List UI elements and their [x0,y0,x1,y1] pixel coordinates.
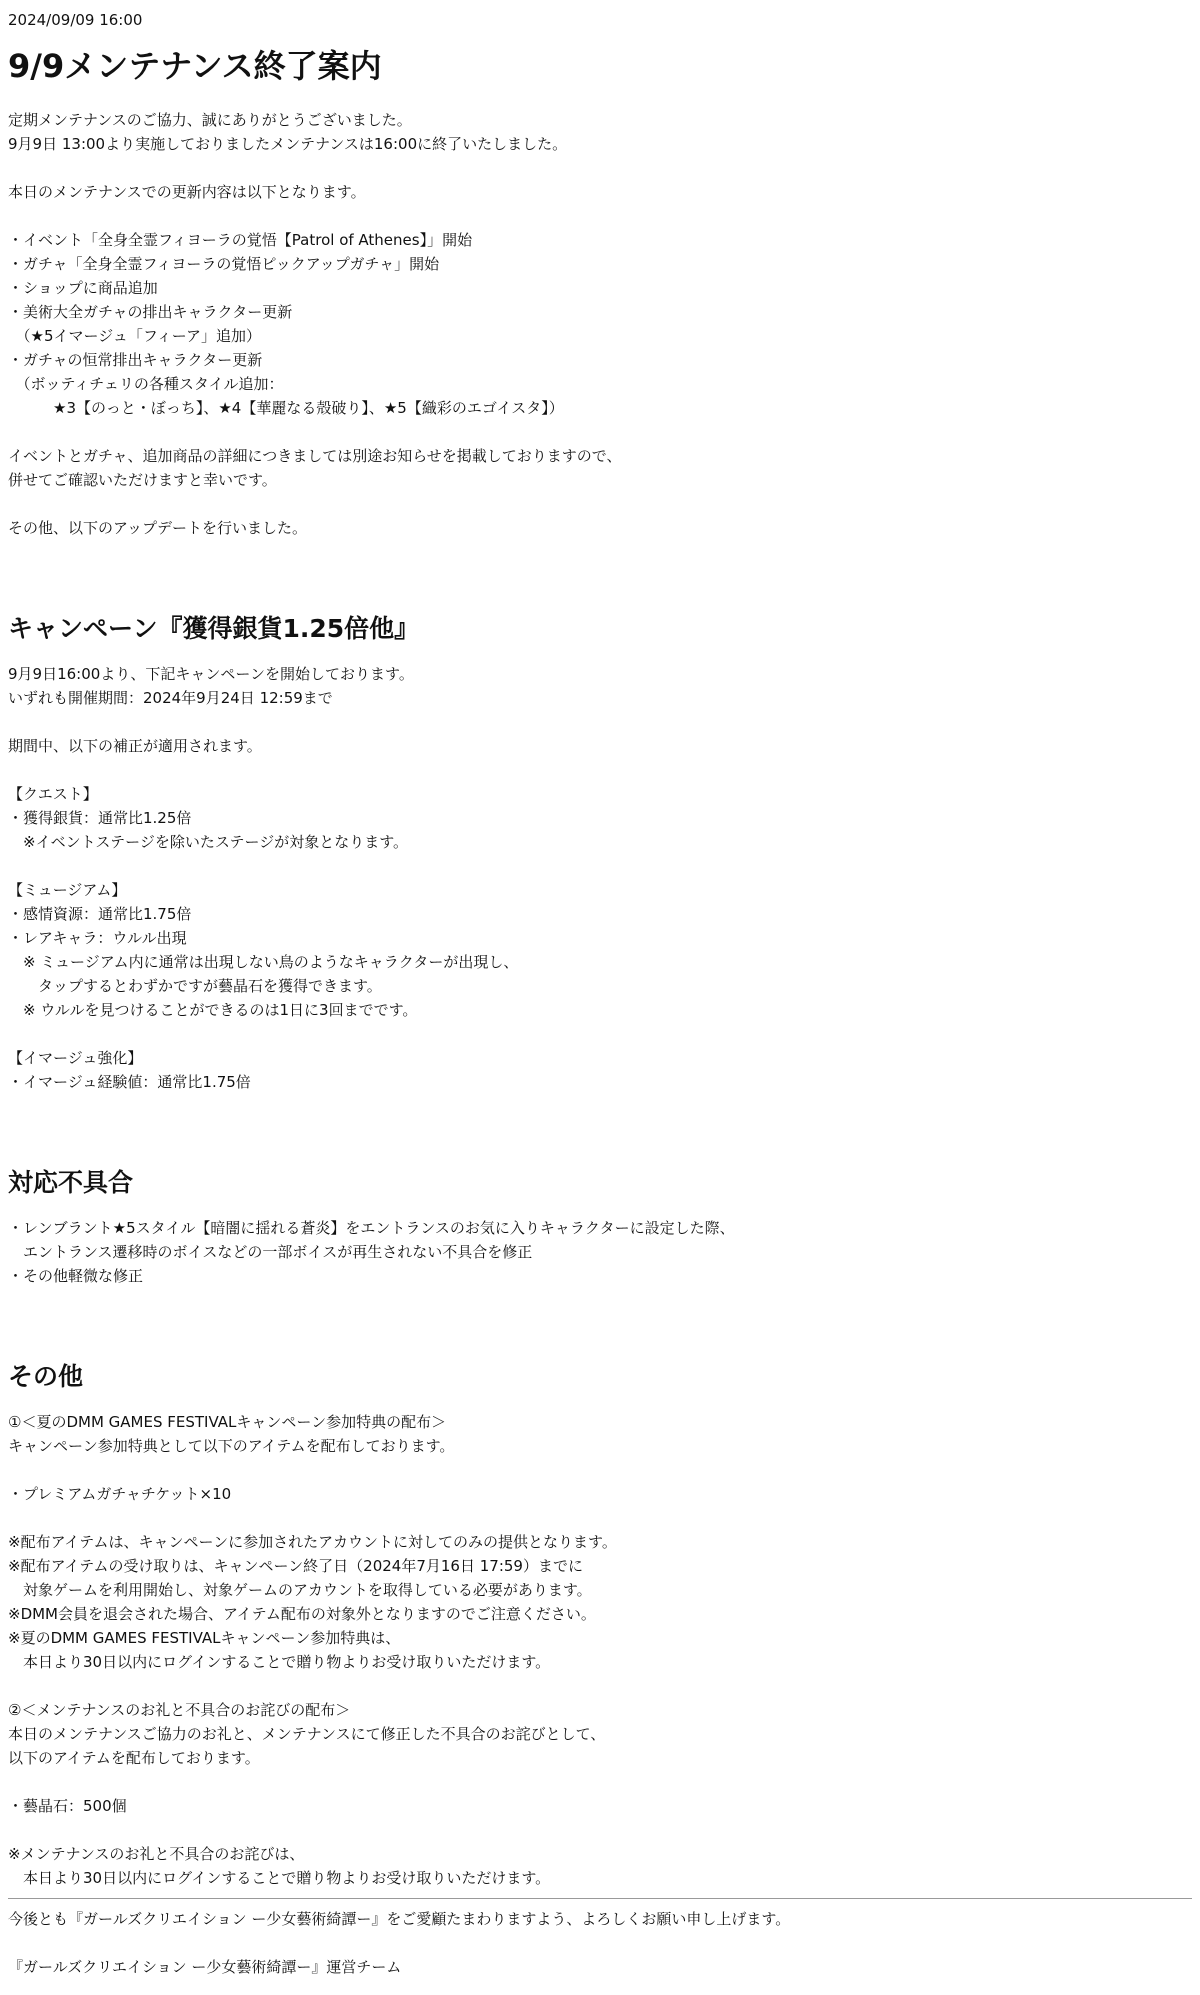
text-line: 以下のアイテムを配布しております。 [8,1749,260,1767]
blank-line [8,420,1192,444]
text-line: ・感情資源：通常比1.75倍 [8,905,192,923]
text-line: 定期メンテナンスのご協力、誠にありがとうございました。 [8,111,412,129]
blank-line [8,854,1192,878]
text-line: イベントとガチャ、追加商品の詳細につきましては別途お知らせを掲載しておりますので、 [8,447,622,465]
text-line: 対象ゲームを利用開始し、対象ゲームのアカウントを取得している必要があります。 [8,1581,592,1599]
text-line: ※イベントステージを除いたステージが対象となります。 [8,833,409,851]
text-line: ※ ウルルを見つけることができるのは1日に3回までです。 [8,1001,418,1019]
text-line: ・レンブラント★5スタイル【暗闇に揺れる蒼炎】をエントランスのお気に入りキャラクターに設定した際、 [8,1219,735,1237]
bugfix-heading: 対応不具合 [8,1168,134,1197]
text-line: タップするとわずかですが藝晶石を獲得できます。 [8,977,382,995]
blank-line [8,156,1192,180]
text-line: ②＜メンテナンスのお礼と不具合のお詫びの配布＞ [8,1701,351,1719]
text-line: 本日のメンテナンスでの更新内容は以下となります。 [8,183,366,201]
text-line: ・レアキャラ：ウルル出現 [8,929,187,947]
text-line: 『ガールズクリエイション ー少女藝術綺譚ー』運営チーム [8,1958,402,1976]
page-title: 9/9メンテナンス終了案内 [8,47,382,85]
blank-line [8,492,1192,516]
text-line: ・藝晶石：500個 [8,1797,127,1815]
text-line: ※ ミュージアム内に通常は出現しない鳥のようなキャラクターが出現し、 [8,953,519,971]
text-line: ※配布アイテムの受け取りは、キャンペーン終了日（2024年7月16日 17:59）までに [8,1557,583,1575]
text-line: 9月9日 13:00より実施しておりましたメンテナンスは16:00に終了いたしました。 [8,135,568,153]
text-line: いずれも開催期間：2024年9月24日 12:59まで [8,689,333,707]
blank-line [8,758,1192,782]
other-section [8,1410,1192,1890]
text-line: 併せてご確認いただけますと幸いです。 [8,471,277,489]
text-line: 9月9日16:00より、下記キャンペーンを開始しております。 [8,665,414,683]
blank-line [8,1818,1192,1842]
blank-line [8,1770,1192,1794]
text-line: ★3【のっと・ぼっち】、★4【華麗なる殻破り】、★5【織彩のエゴイスタ】） [8,399,564,417]
text-line: ・ガチャ「全身全霊フィヨーラの覚悟ピックアップガチャ」開始 [8,255,440,273]
other-heading: その他 [8,1362,84,1391]
text-line: エントランス遷移時のボイスなどの一部ボイスが再生されない不具合を修正 [8,1243,533,1261]
blank-line [8,1506,1192,1530]
text-line: ・その他軽微な修正 [8,1267,144,1285]
text-line: ※夏のDMM GAMES FESTIVALキャンペーン参加特典は、 [8,1629,401,1647]
text-line: 今後とも『ガールズクリエイション ー少女藝術綺譚ー』をご愛顧たまわりますよう、よろしくお願い申し上げます。 [8,1910,791,1928]
text-line: （★5イマージュ「フィーア」追加） [8,327,261,345]
text-line: 本日のメンテナンスご協力のお礼と、メンテナンスにて修正した不具合のお詫びとして、 [8,1725,606,1743]
text-line: ※DMM会員を退会された場合、アイテム配布の対象外となりますのでご注意ください。 [8,1605,596,1623]
blank-line [8,1458,1192,1482]
text-line: （ボッティチェリの各種スタイル追加： [8,375,284,393]
blank-line [8,1674,1192,1698]
text-line: 【イマージュ強化】 [8,1049,143,1067]
text-line: ・ショップに商品追加 [8,279,158,297]
blank-line [8,710,1192,734]
footer-divider [8,1898,1192,1899]
campaign-heading: キャンペーン『獲得銀貨1.25倍他』 [8,614,420,643]
text-line: ・プレミアムガチャチケット×10 [8,1485,232,1503]
text-line: キャンペーン参加特典として以下のアイテムを配布しております。 [8,1437,455,1455]
text-line: ・ガチャの恒常排出キャラクター更新 [8,351,263,369]
bugfix-section [8,1216,1192,1288]
campaign-section [8,662,1192,1094]
text-line: 本日より30日以内にログインすることで贈り物よりお受け取りいただけます。 [8,1653,551,1671]
text-line: 【クエスト】 [8,785,98,803]
text-line: ※配布アイテムは、キャンペーンに参加されたアカウントに対してのみの提供となります。 [8,1533,617,1551]
blank-line [8,1022,1192,1046]
blank-line [8,1931,1192,1955]
text-line: ・イベント「全身全霊フィヨーラの覚悟【Patrol of Athenes】」開始 [8,231,473,249]
text-line: ①＜夏のDMM GAMES FESTIVALキャンペーン参加特典の配布＞ [8,1413,447,1431]
text-line: ・イマージュ経験値：通常比1.75倍 [8,1073,251,1091]
text-line: ・美術大全ガチャの排出キャラクター更新 [8,303,293,321]
text-line: ※メンテナンスのお礼と不具合のお詫びは、 [8,1845,305,1863]
text-line: その他、以下のアップデートを行いました。 [8,519,307,537]
text-line: 期間中、以下の補正が適用されます。 [8,737,262,755]
post-date: 2024/09/09 16:00 [8,11,143,29]
text-line: ・獲得銀貨：通常比1.25倍 [8,809,192,827]
text-line: 本日より30日以内にログインすることで贈り物よりお受け取りいただけます。 [8,1869,551,1887]
text-line: 【ミュージアム】 [8,881,127,899]
footer-section [8,1907,1192,1979]
blank-line [8,204,1192,228]
intro-section [8,108,1192,540]
